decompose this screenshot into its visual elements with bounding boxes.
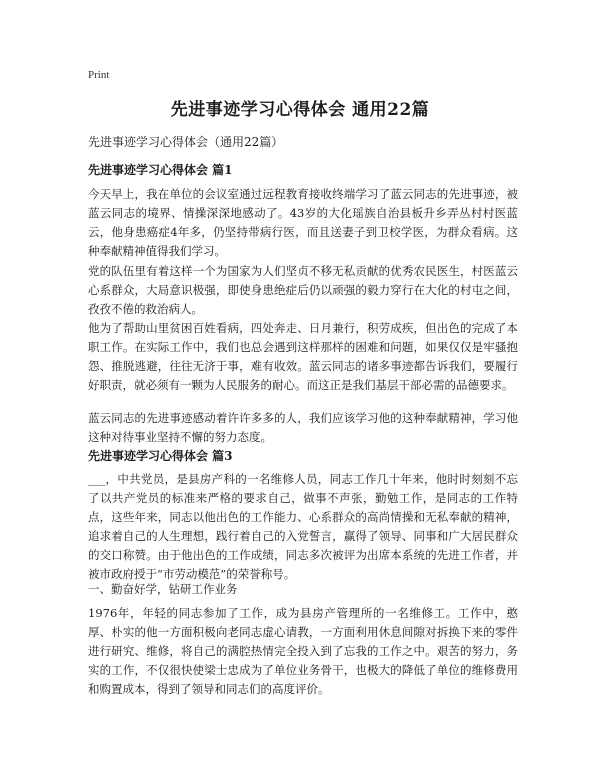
paragraph: 他为了帮助山里贫困百姓看病，四处奔走、日月兼行，积劳成疾，但出色的完成了本职工作。在实际工作中，我们也总会遇到这样那样的困难和问题，如果仅仅是牢骚抱怨、推脱逃避，往往无济于事，难有收效。蓝云同志的诸多事迹都告诉我们，要履行好职责，就必须有一颗为人民服务的耐心。而这正是我们基层干部必需的品德要求。 (88, 321, 518, 392)
print-label: Print (88, 69, 110, 81)
paragraph: 今天早上，我在单位的会议室通过远程教育接收终端学习了蓝云同志的先进事迹，被蓝云同志的境界、情操深深地感动了。43岁的大化瑶族自治县板升乡弄丛村村医蓝云，他身患癌症4年多，仍坚持带病行医，而且送妻子到卫校学医，为群众看病。这种奉献精神值得我们学习。 (88, 187, 518, 258)
paragraph: 党的队伍里有着这样一个为国家为人们坚贞不移无私贡献的优秀农民医生，村医蓝云心系群众，大局意识极强，即使身患绝症后仍以顽强的毅力穿行在大化的村屯之间，孜孜不倦的救治病人。 (88, 264, 518, 316)
section-heading-1: 先进事迹学习心得体会 篇1 (88, 163, 233, 177)
document-subtitle: 先进事迹学习心得体会（通用22篇） (88, 135, 284, 149)
paragraph: 蓝云同志的先进事迹感动着许许多多的人，我们应该学习他的这种奉献精神，学习他这种对待事业坚持不懈的努力态度。 (88, 411, 518, 444)
paragraph: ___，中共党员，是县房产科的一名维修人员，同志工作几十年来，他时时刻刻不忘了以共产党员的标准来严格的要求自己，做事不声张，勤勉工作，是同志的工作特点，这些年来，同志以他出色的工作能力、心系群众的高尚情操和无私奉献的精神，追求着自己的人生理想，践行着自己的入党誓言，赢得了领导、同事和广大居民群众的交口称赞。由于他出色的工作成绩，同志多次被评为出席本系统的先进工作者，并被市政府授于“市劳动模范”的荣誉称号。 (88, 472, 518, 581)
section-heading-3: 先进事迹学习心得体会 篇3 (88, 449, 233, 463)
paragraph: 1976年，年轻的同志参加了工作，成为县房产管理所的一名维修工。工作中，憨厚、朴实的他一方面积极向老同志虚心请教，一方面利用休息间隙对拆换下来的零件进行研究、维修，将自己的满腔热情完全投入到了忘我的工作之中。艰苦的努力，务实的工作，不仅很快使梁士忠成为了单位业务骨干，也极大的降低了单位的维修费用和购置成本，得到了领导和同志们的高度评价。 (88, 606, 518, 696)
subsection-heading: 一、勤奋好学，钻研工作业务 (88, 582, 238, 596)
document-title: 先进事迹学习心得体会 通用22篇 (170, 100, 430, 120)
